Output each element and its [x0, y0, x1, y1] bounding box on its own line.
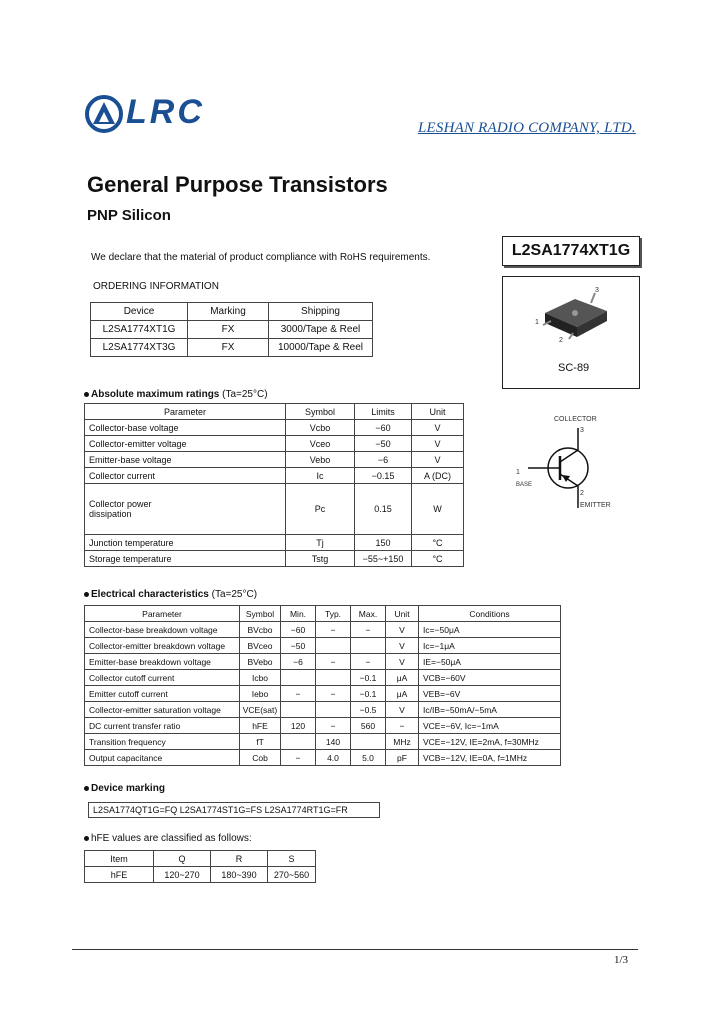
table-row [85, 436, 464, 452]
table-header-cell: Conditions [419, 606, 561, 622]
table-cell: V [386, 654, 419, 670]
table-row [85, 420, 464, 436]
table-cell: BVceo [240, 638, 281, 654]
table-cell: 4.0 [316, 750, 351, 766]
table-row [85, 452, 464, 468]
device-marking-box [88, 802, 380, 818]
table-header-cell: Device [91, 303, 188, 321]
table-cell [316, 702, 351, 718]
table-cell: V [412, 436, 464, 452]
bullet-icon [84, 786, 89, 791]
table-header-cell: Unit [386, 606, 419, 622]
table-cell: Tj [286, 535, 355, 551]
table-header-cell: Unit [412, 404, 464, 420]
table-cell: −55~+150 [355, 551, 412, 567]
bullet-icon [84, 592, 89, 597]
table-row [85, 718, 561, 734]
table-cell: Vebo [286, 452, 355, 468]
table-cell: −60 [281, 622, 316, 638]
table-cell: − [281, 750, 316, 766]
table-cell: Emitter-base voltage [85, 452, 286, 468]
pin-label: 2 [559, 337, 563, 344]
table-cell: °C [412, 551, 464, 567]
table-cell: − [316, 622, 351, 638]
table-cell: 150 [355, 535, 412, 551]
base-label: BASE [516, 482, 533, 488]
table-row [85, 468, 464, 484]
table-cell: Ic/IB=−50mA/−5mA [419, 702, 561, 718]
table-cell: L2SA1774XT3G [91, 339, 188, 357]
abs-max-table [84, 403, 464, 567]
table-cell: Pc [286, 484, 355, 535]
table-cell: hFE [85, 867, 154, 883]
table-cell: −6 [281, 654, 316, 670]
table-cell: IE=−50μA [419, 654, 561, 670]
table-cell: fT [240, 734, 281, 750]
table-cell: − [386, 718, 419, 734]
device-marking-text: L2SA1774QT1G=FQ L2SA1774ST1G=FS L2SA1774RT1G=FR [93, 805, 348, 815]
table-cell: Collector-base voltage [85, 420, 286, 436]
table-row [91, 303, 373, 321]
table-cell: −0.1 [351, 686, 386, 702]
table-cell: Emitter-base breakdown voltage [85, 654, 240, 670]
table-cell: V [386, 638, 419, 654]
table-row [85, 622, 561, 638]
table-row [85, 851, 316, 867]
table-cell: V [386, 622, 419, 638]
table-cell: S [268, 851, 316, 867]
table-cell: VCE=−6V, Ic=−1mA [419, 718, 561, 734]
table-header-cell: Min. [281, 606, 316, 622]
electrical-table [84, 605, 561, 766]
collector-label: COLLECTOR [554, 416, 597, 423]
table-cell: Vceo [286, 436, 355, 452]
table-row [85, 867, 316, 883]
table-cell: Output capacitance [85, 750, 240, 766]
table-header-cell: Parameter [85, 606, 240, 622]
table-cell [281, 734, 316, 750]
table-row [85, 638, 561, 654]
table-cell: L2SA1774XT1G [91, 321, 188, 339]
pin-label: 3 [595, 287, 599, 294]
table-cell [351, 734, 386, 750]
abs-max-heading: Absolute maximum ratings (Ta=25°C) [84, 389, 268, 400]
table-cell: Cob [240, 750, 281, 766]
table-cell: Transition frequency [85, 734, 240, 750]
table-cell: Collector-base breakdown voltage [85, 622, 240, 638]
pin-label: 1 [516, 469, 520, 476]
bullet-icon [84, 392, 89, 397]
electrical-heading: Electrical characteristics (Ta=25°C) [84, 589, 257, 600]
table-cell: −50 [281, 638, 316, 654]
table-row [91, 321, 373, 339]
table-row [85, 535, 464, 551]
table-cell: V [412, 420, 464, 436]
table-row [91, 339, 373, 357]
device-marking-heading: Device marking [84, 783, 165, 794]
pnp-schematic [508, 412, 628, 516]
hfe-table [84, 850, 316, 883]
table-cell: − [281, 686, 316, 702]
table-row [85, 551, 464, 567]
table-cell: 120~270 [154, 867, 211, 883]
table-cell: − [316, 686, 351, 702]
table-cell [316, 638, 351, 654]
table-cell: 3000/Tape & Reel [269, 321, 373, 339]
table-cell: −0.15 [355, 468, 412, 484]
table-header-cell: Limits [355, 404, 412, 420]
table-cell: V [412, 452, 464, 468]
table-cell [281, 702, 316, 718]
table-cell: Collector-emitter saturation voltage [85, 702, 240, 718]
ordering-table [90, 302, 373, 357]
sc89-package-icon [503, 281, 639, 361]
bullet-icon [84, 836, 89, 841]
lrc-logo [84, 94, 124, 134]
table-cell: −60 [355, 420, 412, 436]
table-cell: VCE=−12V, IE=2mA, f=30MHz [419, 734, 561, 750]
table-header-cell: Symbol [240, 606, 281, 622]
table-cell [281, 670, 316, 686]
table-cell: W [412, 484, 464, 535]
package-label: SC-89 [558, 362, 590, 374]
logo-text: LRC [126, 93, 205, 131]
part-number-box [502, 236, 640, 266]
table-row [85, 702, 561, 718]
table-cell: 180~390 [211, 867, 268, 883]
table-cell: − [316, 654, 351, 670]
table-row [85, 484, 464, 535]
table-header-cell: Max. [351, 606, 386, 622]
table-cell: 10000/Tape & Reel [269, 339, 373, 357]
lrc-logo-icon [84, 94, 124, 134]
table-cell: Storage temperature [85, 551, 286, 567]
page-subtitle: PNP Silicon [87, 207, 171, 224]
pnp-transistor-symbol-icon [508, 412, 628, 516]
ordering-heading: ORDERING INFORMATION [93, 281, 219, 292]
emitter-label: EMITTER [580, 502, 611, 509]
table-cell: V [386, 702, 419, 718]
table-cell: hFE [240, 718, 281, 734]
table-cell: Vcbo [286, 420, 355, 436]
pin-label: 2 [580, 490, 584, 497]
page-number: 1/3 [614, 954, 629, 966]
table-row [85, 734, 561, 750]
part-number: L2SA1774XT1G [511, 242, 631, 259]
table-cell: VEB=−6V [419, 686, 561, 702]
table-cell: − [316, 718, 351, 734]
table-row [85, 654, 561, 670]
table-cell: Collector current [85, 468, 286, 484]
table-cell: FX [188, 339, 269, 357]
table-row [85, 670, 561, 686]
table-cell: − [351, 654, 386, 670]
table-cell: 0.15 [355, 484, 412, 535]
table-cell: −50 [355, 436, 412, 452]
table-cell: VCB=−60V [419, 670, 561, 686]
table-cell: DC current transfer ratio [85, 718, 240, 734]
table-cell: Collector-emitter voltage [85, 436, 286, 452]
table-cell: μA [386, 670, 419, 686]
table-cell: Item [85, 851, 154, 867]
table-header-cell: Marking [188, 303, 269, 321]
table-cell [316, 670, 351, 686]
pin-label: 3 [580, 427, 584, 434]
table-cell: −0.1 [351, 670, 386, 686]
table-cell: Emitter cutoff current [85, 686, 240, 702]
table-cell [351, 638, 386, 654]
table-cell: 120 [281, 718, 316, 734]
table-cell: Q [154, 851, 211, 867]
table-cell: 560 [351, 718, 386, 734]
table-cell: Iebo [240, 686, 281, 702]
table-cell: pF [386, 750, 419, 766]
table-cell: FX [188, 321, 269, 339]
table-cell: Tstg [286, 551, 355, 567]
table-cell: Ic=−50μA [419, 622, 561, 638]
table-cell: μA [386, 686, 419, 702]
page-title: General Purpose Transistors [87, 172, 388, 197]
table-cell: Collector power dissipation [85, 484, 286, 535]
table-header-cell: Parameter [85, 404, 286, 420]
table-header-cell: Shipping [269, 303, 373, 321]
table-header-cell: Typ. [316, 606, 351, 622]
table-cell: BVebo [240, 654, 281, 670]
table-cell: −6 [355, 452, 412, 468]
table-cell: BVcbo [240, 622, 281, 638]
company-name: LESHAN RADIO COMPANY, LTD. [418, 120, 636, 136]
table-cell: Collector-emitter breakdown voltage [85, 638, 240, 654]
table-cell: Collector cutoff current [85, 670, 240, 686]
table-cell: Ic [286, 468, 355, 484]
rohs-statement: We declare that the material of product compliance with RoHS requirements. [91, 252, 431, 263]
table-cell: MHz [386, 734, 419, 750]
table-cell: A (DC) [412, 468, 464, 484]
table-cell: Ic=−1μA [419, 638, 561, 654]
table-cell: − [351, 622, 386, 638]
table-cell: R [211, 851, 268, 867]
table-header-cell: Symbol [286, 404, 355, 420]
hfe-heading: hFE values are classified as follows: [84, 833, 252, 844]
table-cell: Icbo [240, 670, 281, 686]
table-cell: °C [412, 535, 464, 551]
table-row [85, 686, 561, 702]
pin-label: 1 [535, 319, 539, 326]
table-row [85, 404, 464, 420]
table-row [85, 750, 561, 766]
table-cell: VCE(sat) [240, 702, 281, 718]
table-row [85, 606, 561, 622]
table-cell: 5.0 [351, 750, 386, 766]
footer-divider [72, 949, 638, 950]
table-cell: 140 [316, 734, 351, 750]
table-cell: VCB=−12V, IE=0A, f=1MHz [419, 750, 561, 766]
table-cell: −0.5 [351, 702, 386, 718]
table-cell: Junction temperature [85, 535, 286, 551]
table-cell: 270~560 [268, 867, 316, 883]
